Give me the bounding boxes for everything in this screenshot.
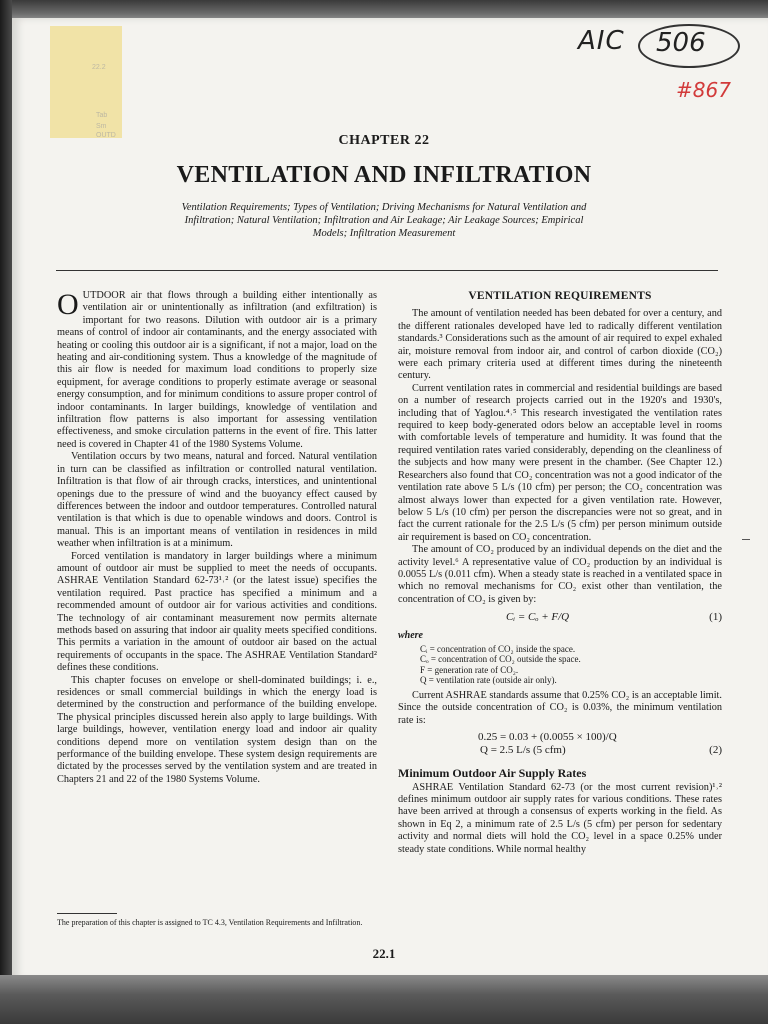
title-rule xyxy=(56,270,718,271)
margin-tick xyxy=(742,539,750,540)
equation-2 xyxy=(398,731,722,757)
drop-cap: O xyxy=(57,288,79,321)
paragraph: Forced ventilation is mandatory in larger buildings where a minimum amount of outdoor air must be supplied to meet the needs of occupants. ASHRAE Ventilation Standard 62-73¹˒² (or the latest issue) specifies the ventilation required. Past practice has specified a minimum and a recommended amount of outdoor air for various activities and conditions. The technology of air contaminant measurement now permits alternate methods based on assuring that indoor air quality meets specified conditions. This permits a variation in the amount of outdoor air based on the actual requirements of occupants in the space. The ASHRAE Ventilation Standard² defines these conditions. xyxy=(57,550,377,674)
sticky-note xyxy=(50,26,122,138)
sticky-text: Tab xyxy=(96,112,108,119)
paragraph: The amount of CO₂ produced by an individual depends on the diet and the activity level.⁶ A representative value of CO₂ production by an individual is 0.0055 L/s (0.011 cfm). When a steady state is reached in a ventilated space in which no removal mechanisms for CO₂ exist other than ventilation, the concentration of CO₂ is given by: xyxy=(398,544,722,605)
intro-paragraph xyxy=(57,290,377,451)
definition: Cᵢ = concentration of CO₂ inside the space. xyxy=(420,643,576,654)
paragraph: Ventilation occurs by two means, natural and forced. Natural ventilation in turn can be classified as infiltration or controlled natural ventilation. Infiltration is that flow of air through cracks, interstices, and unintentional openings due to the pressure of wind and the buoyancy effect caused by differences between the indoor and outdoor temperatures. Controlled natural ventilation is that which is due to openable windows and doors. Control is manual. This is an important means of ventilation in residences in mild weather when infiltration is at a minimum. xyxy=(57,451,377,550)
variable-definitions xyxy=(420,644,722,686)
equation-number: (2) xyxy=(709,744,722,757)
page-number: 22.1 xyxy=(372,946,396,961)
paragraph: The amount of ventilation needed has been debated for over a century, and the different rationales developed have led to radically different ventilation standards.³ Considerations such as the amount of air required to expel exhaled air, moisture removal from indoor air, and control of carbon dioxide (CO₂) were each primary criteria used at different times during the nineteenth century. xyxy=(398,308,722,382)
intro-text: UTDOOR air that flows through a building either intentionally as ventilation air or unintentionally as infiltration (and exfiltration) is important for two reasons. Dilution with outdoor air is a primary means of control of indoor air contaminants, and the energy associated with heating or cooling this outdoor air is a significant, if not a major, load on the heating and air-conditioning system. Thus a knowledge of the magnitude of this air flow is needed for maximum load conditions to properly size equipment, for average conditions to properly estimate average or seasonal energy consumption, and for minimum conditions to assure proper control of indoor contaminants. In larger buildings, knowledge of ventilation and infiltration flow patterns is also important for assessing ventilation effectiveness, and smoke circulation patterns in the event of fire. This latter need is covered in Chapter 41 of the 1980 Systems Volume. xyxy=(57,290,377,450)
equation-number: (1) xyxy=(709,611,722,624)
where-label: where xyxy=(398,629,423,641)
equation-line: 0.25 = 0.03 + (0.0055 × 100)/Q xyxy=(478,731,617,744)
footnote-rule xyxy=(57,913,117,914)
sticky-text: Sm xyxy=(96,123,107,130)
chapter-label: CHAPTER 22 xyxy=(338,133,430,148)
paragraph: Current ASHRAE standards assume that 0.25% CO₂ is an acceptable limit. Since the outside concentration of CO₂ is 0.03%, the minimum ventilation rate is: xyxy=(398,689,722,726)
definition: Cₒ = concentration of CO₂ outside the space. xyxy=(420,654,581,665)
sticky-text: OUTD xyxy=(96,132,116,139)
equation-text: Cᵢ = Cₒ + F/Q xyxy=(506,611,570,624)
section-heading: VENTILATION REQUIREMENTS xyxy=(468,290,652,302)
paragraph: ASHRAE Ventilation Standard 62-73 (or the most current revision)¹˒² defines minimum outdoor air supply rates for various conditions. These rates have been arrived at through a consensus of experts working in the field. As shown in Eq 2, a minimum rate of 2.5 L/s (5 cfm) per person for sedentary activity and normal diets will hold the CO₂ level in a space 0.25% under steady state conditions. While normal healthy xyxy=(398,781,722,855)
definition: F = generation rate of CO₂. xyxy=(420,664,519,675)
chapter-subtitle: Ventilation Requirements; Types of Ventilation; Driving Mechanisms for Natural Ventilation and Infiltration; Natural Ventilation; Infiltration and Air Leakage; Air Leakage Sources; Empirical Models; Infiltration Measurement xyxy=(181,202,587,239)
scan-edge-bottom xyxy=(0,975,768,1024)
equation-line: Q = 2.5 L/s (5 cfm) xyxy=(480,744,566,757)
paragraph: This chapter focuses on envelope or shell-dominated buildings; i. e., residences or small commercial buildings in which the energy load is determined by the construction and performance of the building envelope. The physical principles discussed herein also apply to large buildings. With large buildings, however, ventilation energy load and indoor air quality conditions depend more on ventilation system design than on the performance of the building envelope. These system design requirements are dictated by the processes served by the ventilation system and are treated in Chapters 21 and 22 of the 1980 Systems Volume. xyxy=(57,674,377,785)
page-title: VENTILATION AND INFILTRATION xyxy=(176,162,592,188)
footnote: The preparation of this chapter is assigned to TC 4.3, Ventilation Requirements and Infiltration. xyxy=(57,918,363,927)
right-column xyxy=(398,290,722,856)
subsection-heading: Minimum Outdoor Air Supply Rates xyxy=(398,766,587,781)
paragraph: Current ventilation rates in commercial and residential buildings are based on a number of research projects carried out in the 1920's and 1930's, including that of Yaglou.⁴˒⁵ This research investigated the ventilation rates required to keep body-generated odors below an acceptable level in rooms with comfortable levels of temperature and humidity. It was found that the required ventilation rates varied considerably, depending on the cleanliness of the subjects and how many were present in the chamber. (See Chapter 12.) Researchers also found that CO₂ concentration was not a good indicator of the ventilation rate above 5 L/s (10 cfm) per person; the CO₂ concentration was almost always lower than expected for a given ventilation rate. However, below 5 L/s (10 cfm) per person the discrepancies were not so great, and in fact the current rationale for the 2.5 L/s (5 cfm) per person minimum outside air requirement is based on CO₂ concentration. xyxy=(398,382,722,543)
left-column xyxy=(57,290,377,786)
equation-1 xyxy=(398,611,722,623)
definition: Q = ventilation rate (outside air only). xyxy=(420,675,557,686)
handwritten-red-note: #867 xyxy=(676,78,731,102)
handwritten-id: AIC xyxy=(578,26,625,56)
sticky-text: 22.2 xyxy=(92,64,106,71)
scan-edge-left xyxy=(0,0,12,1024)
handwritten-number: 506 xyxy=(656,28,706,58)
